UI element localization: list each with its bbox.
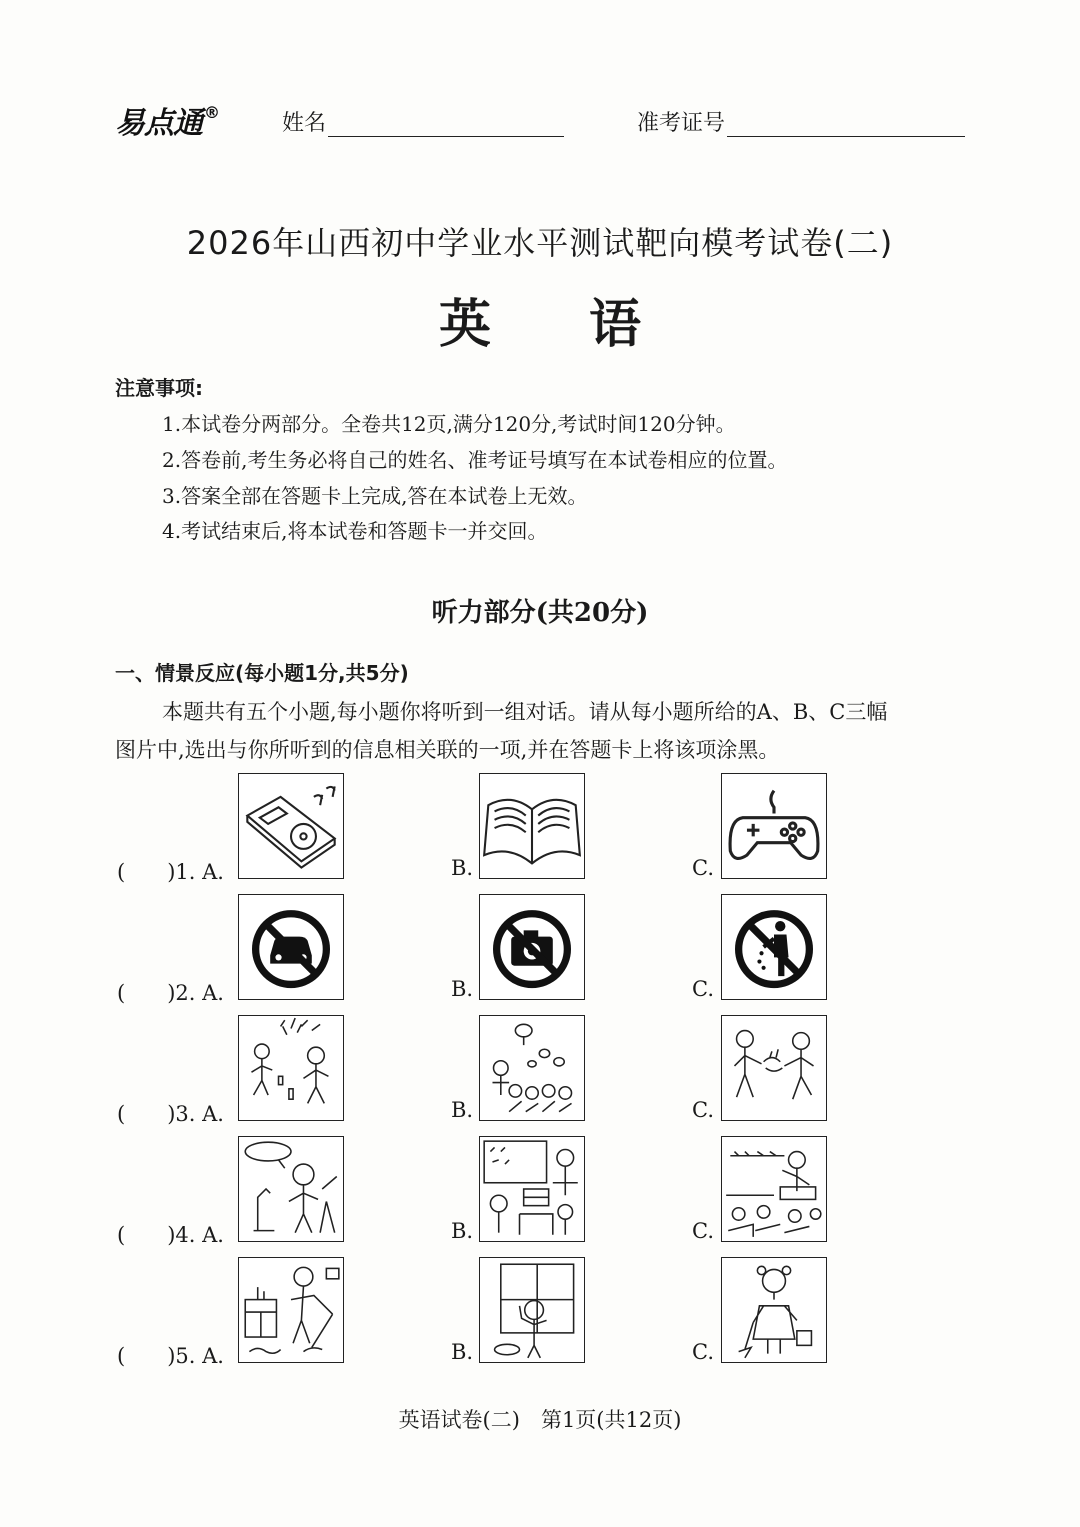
note-item: 2.答卷前,考生务必将自己的姓名、准考证号填写在本试卷相应的位置。: [162, 448, 788, 472]
sweeping-floor-scene[interactable]: [238, 1257, 344, 1363]
name-blank[interactable]: [328, 112, 564, 137]
scientist-scene[interactable]: [238, 1136, 344, 1242]
exam-id-field[interactable]: [637, 106, 965, 137]
question-label-1: ( )1. A.: [117, 860, 224, 884]
option-b-label: B.: [451, 977, 474, 1001]
section-instructions: 图片中,选出与你所听到的信息相关联的一项,并在答题卡上将该项涂黑。: [115, 738, 780, 762]
game-controller-icon[interactable]: [721, 773, 827, 879]
question-label-5: ( )5. A.: [117, 1344, 224, 1368]
option-b-label: B.: [451, 856, 474, 880]
lantern-festival-scene[interactable]: [479, 1015, 585, 1121]
option-b-label: B.: [451, 1219, 474, 1243]
no-photo-icon[interactable]: [479, 894, 585, 1000]
name-field[interactable]: [282, 106, 564, 137]
cd-player-icon[interactable]: [238, 773, 344, 879]
classroom-reading-scene[interactable]: [479, 1136, 585, 1242]
note-item: 1.本试卷分两部分。全卷共12页,满分120分,考试时间120分钟。: [162, 412, 736, 436]
exam-id-label: 准考证号: [637, 111, 726, 136]
question-label-4: ( )4. A.: [117, 1223, 224, 1247]
option-c-label: C.: [692, 1219, 714, 1243]
part-title: 听力部分(共20分): [431, 598, 649, 628]
section-title: 一、情景反应(每小题1分,共5分): [115, 661, 409, 685]
section-instructions: 本题共有五个小题,每小题你将听到一组对话。请从每小题所给的A、B、C三幅: [162, 700, 888, 724]
question-label-2: ( )2. A.: [117, 981, 224, 1005]
notes-heading: 注意事项:: [115, 376, 203, 400]
cleaning-window-scene[interactable]: [479, 1257, 585, 1363]
option-b-label: B.: [451, 1340, 474, 1364]
option-c-label: C.: [692, 1340, 714, 1364]
exam-title: 2026年山西初中学业水平测试靶向模考试卷(二): [186, 224, 894, 262]
fireworks-scene[interactable]: [238, 1015, 344, 1121]
option-c-label: C.: [692, 977, 714, 1001]
subject-title: 英 语: [438, 295, 682, 355]
girl-with-broom-scene[interactable]: [721, 1257, 827, 1363]
book-icon[interactable]: [479, 773, 585, 879]
option-b-label: B.: [451, 1098, 474, 1122]
option-c-label: C.: [692, 1098, 714, 1122]
page-footer: 英语试卷(二) 第1页(共12页): [398, 1408, 682, 1432]
name-label: 姓名: [282, 111, 327, 136]
no-driving-icon[interactable]: [238, 894, 344, 1000]
option-c-label: C.: [692, 856, 714, 880]
question-label-3: ( )3. A.: [117, 1102, 224, 1126]
note-item: 3.答案全部在答题卡上完成,答在本试卷上无效。: [162, 484, 588, 508]
water-splashing-scene[interactable]: [721, 1015, 827, 1121]
publisher-logo: 易点通 ®: [115, 103, 219, 141]
teacher-lecture-scene[interactable]: [721, 1136, 827, 1242]
note-item: 4.考试结束后,将本试卷和答题卡一并交回。: [162, 519, 548, 543]
no-littering-icon[interactable]: [721, 894, 827, 1000]
exam-id-blank[interactable]: [727, 112, 965, 137]
